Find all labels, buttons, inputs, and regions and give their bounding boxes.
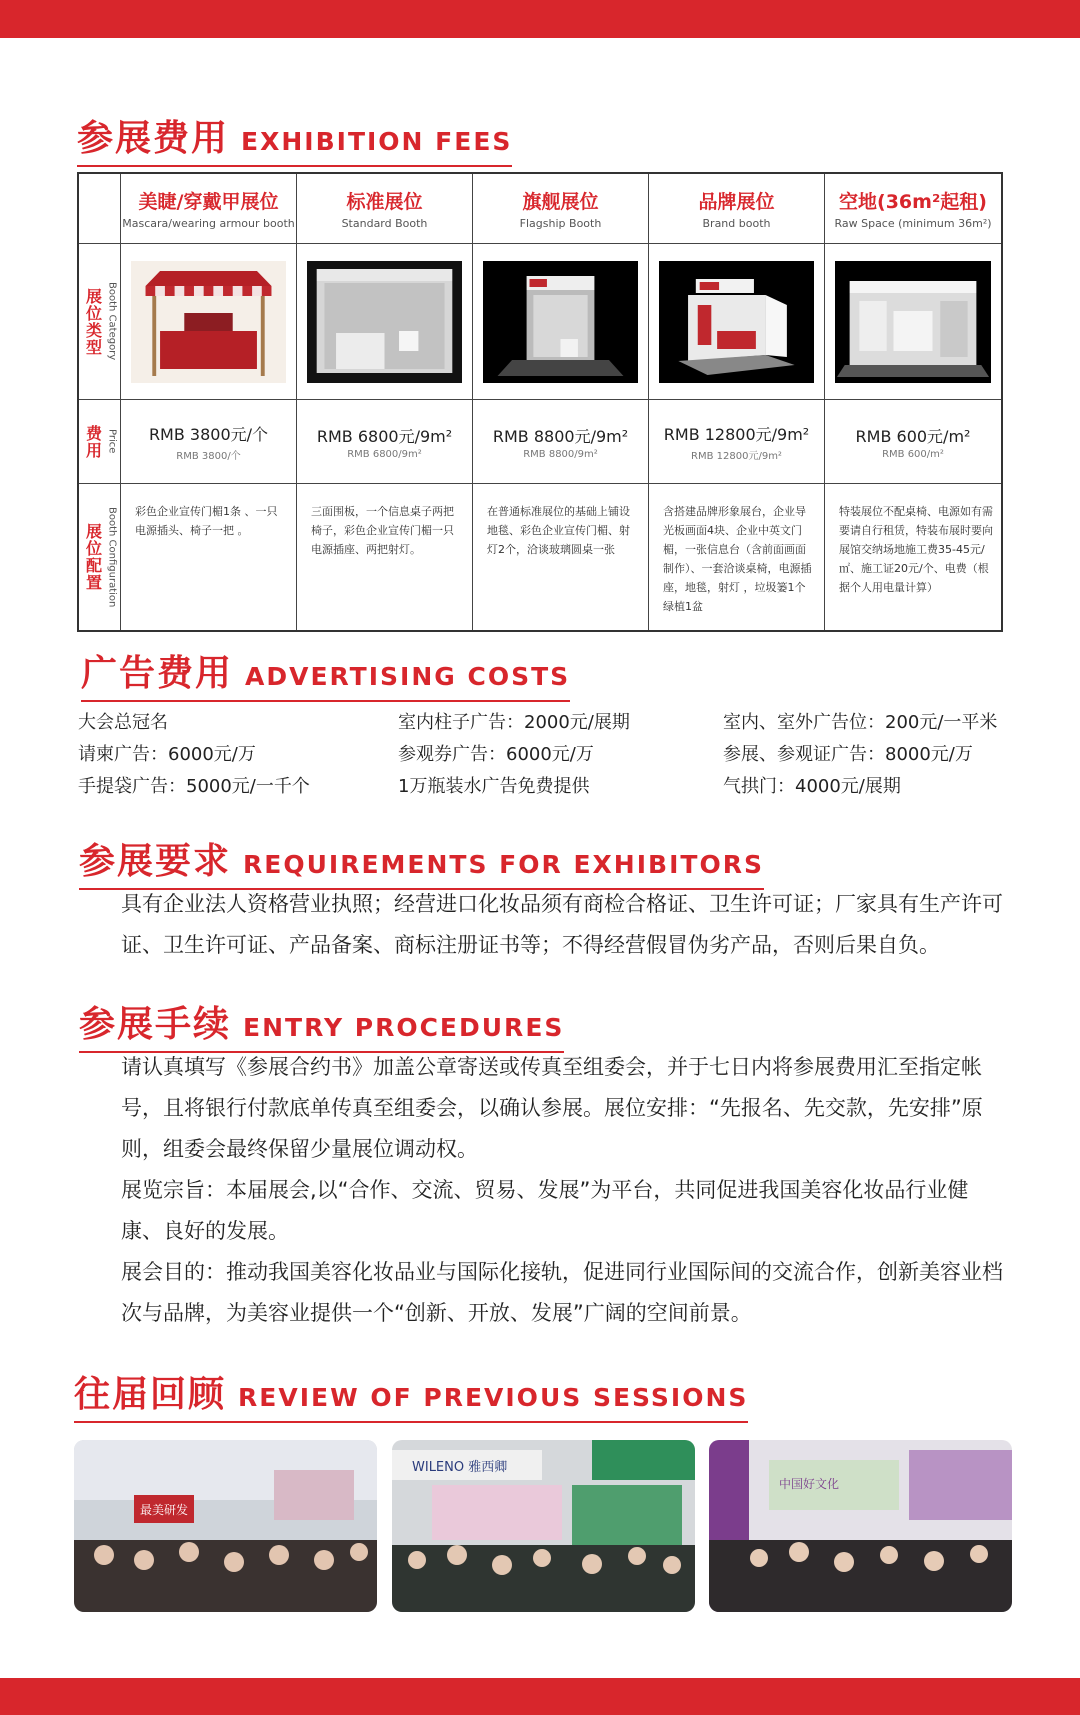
booth-header: 品牌展位 Brand booth [649, 174, 825, 244]
ad-item: 室内、室外广告位：200元/一平米 [723, 712, 998, 733]
ad-item: 大会总冠名 [78, 712, 168, 733]
config-cell: 特装展位不配桌椅、电源如有需要请自行租赁，特装布展时要向展馆交纳场地施工费35-45元/㎡、施工证20元/个、电费（根据个人用电量计算） [839, 505, 993, 594]
config-cell: 三面围板，一个信息桌子两把椅子，彩色企业宣传门楣一只电源插座、两把射灯。 [297, 484, 473, 630]
ad-item: 手提袋广告：5000元/一千个 [78, 776, 310, 797]
procedures-paragraphs [75, 1047, 1003, 1334]
section-title-review: 往届回顾 REVIEW OF PREVIOUS SESSIONS [74, 1366, 748, 1423]
price-cell: RMB 12800元/9m² RMB 12800元/9m² [649, 400, 825, 484]
booth-header: 旗舰展位 Flagship Booth [473, 174, 649, 244]
requirements-paragraph: 具有企业法人资格营业执照；经营进口化妆品须有商检合格证、卫生许可证；厂家具有生产许可证、卫生许可证、产品备案、商标注册证书等；不得经营假冒伪劣产品，否则后果自负。 [121, 892, 1003, 957]
booth-image-flagship [483, 261, 638, 383]
config-cell: 在普通标准展位的基础上铺设地毯、彩色企业宣传门楣、射灯2个，洽谈玻璃圆桌一张 [473, 484, 649, 630]
ad-item: 请柬广告：6000元/万 [78, 744, 256, 765]
booth-header: 标准展位 Standard Booth [297, 174, 473, 244]
row-label-price: 费用 Price [79, 400, 121, 484]
svg-text:最美研发: 最美研发 [139, 1503, 189, 1517]
booth-image-standard [307, 261, 462, 383]
corner-cell [79, 174, 121, 244]
ads-list [78, 708, 1018, 796]
row-label-config: 展位配置 Booth Configuration [79, 484, 121, 630]
config-cell: 含搭建品牌形象展台，企业导光板画面4块、企业中英文门楣，一张信息台（含前面画面制作）、一套洽谈桌椅，电源插座，地毯，射灯 ，垃圾篓1个 绿植1盆 [649, 484, 825, 630]
svg-text:WILENO 雅西卿: WILENO 雅西卿 [411, 1460, 507, 1475]
booth-image-brand [659, 261, 814, 383]
review-photo [709, 1440, 1012, 1612]
ad-item: 参展、参观证广告：8000元/万 [723, 744, 973, 765]
ad-item: 1万瓶装水广告免费提供 [398, 776, 590, 797]
section-title-fees: 参展费用 EXHIBITION FEES [77, 110, 512, 167]
price-cell: RMB 6800元/9m² RMB 6800/9m² [297, 400, 473, 484]
review-photos [74, 1440, 1012, 1612]
booth-header: 空地(36m²起租) Raw Space (minimum 36m²) [825, 174, 1001, 244]
top-red-band [0, 0, 1080, 38]
section-title-requirements: 参展要求 REQUIREMENTS FOR EXHIBITORS [79, 833, 764, 890]
procedure-paragraph: 展览宗旨：本届展会,以“合作、交流、贸易、发展”为平台，共同促进我国美容化妆品行业健康、良好的发展。 [121, 1178, 969, 1243]
config-cell: 彩色企业宣传门楣1条 、一只电源插头、椅子一把 。 [121, 484, 297, 630]
booth-image-mascara [131, 261, 286, 383]
ad-item: 室内柱子广告：2000元/展期 [398, 712, 630, 733]
review-photo [392, 1440, 695, 1612]
booth-image-raw-space [835, 261, 991, 383]
price-cell: RMB 600元/m² RMB 600/m² [825, 400, 1001, 484]
bottom-red-band [0, 1678, 1080, 1715]
section-title-ads: 广告费用 ADVERTISING COSTS [81, 645, 570, 702]
booth-header: 美睫/穿戴甲展位 Mascara/wearing armour booth [121, 174, 297, 244]
section-title-procedures: 参展手续 ENTRY PROCEDURES [79, 996, 564, 1053]
review-photo [74, 1440, 377, 1612]
ad-item: 气拱门：4000元/展期 [723, 776, 901, 797]
fees-table [77, 172, 1003, 632]
ad-item: 参观券广告：6000元/万 [398, 744, 594, 765]
price-cell: RMB 3800元/个 RMB 3800/个 [121, 400, 297, 484]
row-label-category: 展位类型 Booth Category [79, 244, 121, 400]
procedure-paragraph: 请认真填写《参展合约书》加盖公章寄送或传真至组委会，并于七日内将参展费用汇至指定帐号，且将银行付款底单传真至组委会，以确认参展。展位安排：“先报名、先交款，先安排”原则，组委会最终保留少量展位调动权。 [121, 1055, 983, 1161]
svg-text:中国好文化: 中国好文化 [779, 1477, 840, 1491]
price-cell: RMB 8800元/9m² RMB 8800/9m² [473, 400, 649, 484]
procedure-paragraph: 展会目的：推动我国美容化妆品业与国际化接轨，促进同行业国际间的交流合作，创新美容业档次与品牌，为美容业提供一个“创新、开放、发展”广阔的空间前景。 [121, 1260, 1003, 1325]
